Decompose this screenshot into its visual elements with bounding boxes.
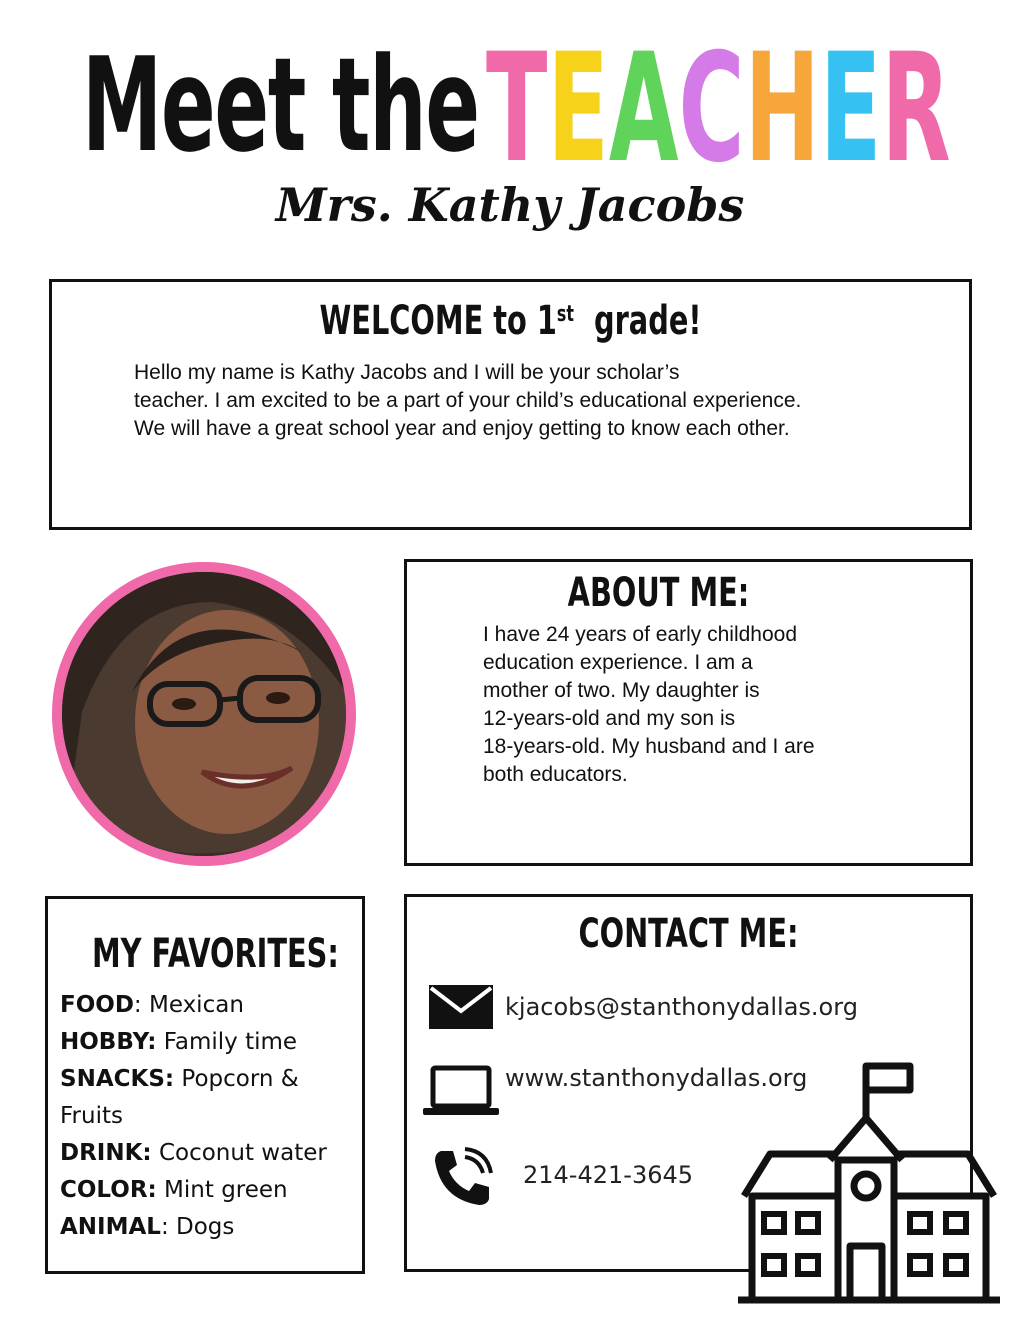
- favorite-item-snacks: [60, 1061, 360, 1098]
- about-line: mother of two. My daughter is: [483, 679, 760, 702]
- school-building-icon: [738, 1060, 1000, 1308]
- favorite-item-animal: ANIMAL: Dogs: [60, 1214, 235, 1240]
- teacher-portrait-illustration: [62, 572, 346, 856]
- teacher-name: Mrs. Kathy Jacobs: [275, 178, 745, 232]
- favorite-item-food: FOOD: Mexican: [60, 992, 244, 1018]
- phone-number: 214-421-3645: [523, 1161, 694, 1189]
- favorite-label: HOBBY:: [60, 1029, 157, 1055]
- favorite-value: Popcorn &: [181, 1066, 299, 1092]
- welcome-box: [49, 279, 972, 530]
- welcome-heading-superscript: st: [556, 302, 574, 327]
- favorite-label: DRINK:: [60, 1140, 152, 1166]
- welcome-paragraph: [134, 359, 914, 443]
- website-link[interactable]: www.stanthonydallas.org: [505, 1064, 808, 1092]
- about-line: both educators.: [483, 763, 628, 786]
- teacher-letter: C: [678, 22, 745, 196]
- teacher-letter: R: [881, 22, 951, 196]
- favorite-value: Mexican: [148, 992, 244, 1018]
- favorite-label: FOOD: [60, 992, 134, 1018]
- about-me-heading: ABOUT ME:: [567, 570, 750, 616]
- welcome-line: teacher. I am excited to be a part of your child’s educational experience.: [134, 389, 802, 412]
- favorite-item-hobby: [60, 1024, 360, 1061]
- welcome-heading-grade: grade!: [593, 298, 702, 344]
- welcome-heading-text: WELCOME to 1: [319, 298, 557, 344]
- title-teacher-word: [486, 22, 951, 196]
- teacher-photo: [52, 562, 356, 866]
- teacher-letter: E: [819, 22, 882, 196]
- welcome-heading: [180, 298, 840, 344]
- about-line: education experience. I am a: [483, 651, 753, 674]
- about-me-box: [404, 559, 973, 866]
- favorite-label: SNACKS:: [60, 1066, 175, 1092]
- about-me-paragraph: [483, 621, 883, 789]
- favorite-value: Family time: [163, 1029, 298, 1055]
- teacher-letter: T: [486, 22, 548, 196]
- favorite-value: Mint green: [164, 1177, 288, 1203]
- email-link[interactable]: kjacobs@stanthonydallas.org: [505, 993, 858, 1021]
- phone-icon: [431, 1147, 493, 1209]
- about-line: 12-years-old and my son is: [483, 707, 736, 730]
- contact-heading: CONTACT ME:: [578, 911, 799, 957]
- welcome-line: Hello my name is Kathy Jacobs and I will be your scholar’s: [134, 361, 680, 384]
- teacher-letter: A: [608, 22, 679, 196]
- about-line: I have 24 years of early childhood: [483, 623, 798, 646]
- favorite-item-color: [60, 1172, 360, 1209]
- favorite-value: Coconut water: [158, 1140, 327, 1166]
- about-line: 18-years-old. My husband and I are: [483, 735, 815, 758]
- envelope-icon: [429, 985, 493, 1029]
- favorite-label: COLOR:: [60, 1177, 157, 1203]
- favorite-value: Fruits: [60, 1103, 123, 1129]
- favorites-heading: MY FAVORITES:: [91, 931, 339, 977]
- teacher-letter: H: [744, 22, 820, 196]
- favorites-box: [45, 896, 365, 1274]
- teacher-letter: E: [547, 22, 609, 196]
- laptop-icon: [423, 1065, 499, 1117]
- favorite-item-snacks-cont: [60, 1098, 360, 1135]
- title-meet-the: Meet the: [82, 29, 479, 181]
- favorite-value: Dogs: [176, 1214, 235, 1240]
- welcome-line: We will have a great school year and enjoy getting to know each other.: [134, 417, 790, 440]
- favorite-item-drink: [60, 1135, 360, 1172]
- favorite-label: ANIMAL: [60, 1214, 161, 1240]
- favorites-list: [60, 987, 360, 1246]
